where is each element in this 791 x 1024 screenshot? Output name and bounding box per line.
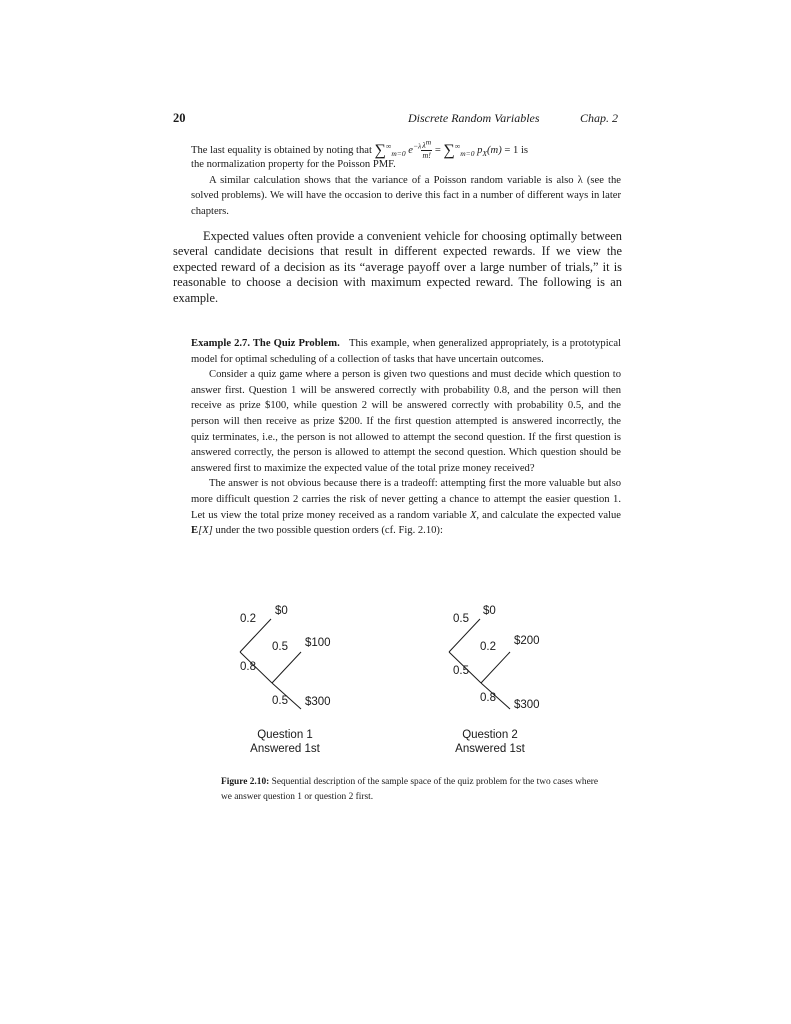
right-tree-mid-outcome: $200 [514,635,540,647]
equation-tail-text: is [520,145,529,156]
left-tree-mid-outcome: $100 [305,637,331,649]
right-tree-caption [435,728,545,756]
left-tree-caption-line1: Question 1 [257,729,313,741]
example-paragraph-2-b: , and calculate the expected value [476,509,621,521]
random-variable-x: X [469,509,477,521]
left-tree-caption-line2: Answered 1st [250,743,320,755]
left-tree-second-upper-branch [272,652,301,683]
running-head: Discrete Random Variables [408,111,540,125]
example-paragraph-2-c: under the two possible question orders (cf. Fig. 2.10): [215,525,443,537]
example-paragraph-2-a: The answer is not obvious because there is a tradeoff: attempting first the more valuable but also more difficult question 2 carries the risk of never getting a chance to attempt the easier question 1. Let us view the total prize money received as a random variable [191,478,621,521]
variance-paragraph: A similar calculation shows that the variance of a Poisson random variable is also λ (see the solved problems). We will have the occasion to derive this fact in a number of different ways in later chapters. [191,174,621,217]
right-tree-left-prob: 0.5 [453,665,469,677]
normalization-line: the normalization property for the Poisson PMF. [191,159,396,170]
poisson-sum-equation: $\sum^\infty_{m=0}$ $e^{-\lambda}$ $\frac{\lambda^m}{m!}$ = $\sum^\infty_{m=0}$ $p_X(m) = 1$ [374,137,519,160]
right-tree-bottom-outcome: $300 [514,699,540,711]
example-intro-text: This example, when generalized appropriately, is a prototypical model for optimal scheduling of a collection of tasks that have uncertain outcomes. [191,338,621,365]
expectation-operator: E [191,525,199,537]
right-tree-bottom-prob: 0.8 [480,692,496,704]
figure-caption-label: Figure 2.10: [221,777,270,787]
expectation-argument: [X] [198,525,213,537]
left-tree-bottom-outcome: $300 [305,696,331,708]
example-paragraph-1: Consider a quiz game where a person is given two questions and must decide which question to answer first. Question 1 will be answered correctly with probability 0.8, and the person will then receive as prize $100, while question 2 will be answered correctly with probability 0.5, and the person will then receive as prize $200. If the first question attempted is answered incorrectly, the quiz terminates, i.e., the person is not allowed to attempt the second question. If the first question is answered correctly, the person is allowed to attempt the second question. Which question should be answered first to maximize the expected value of the total prize money received? [191,369,621,474]
right-tree-second-upper-branch [481,652,510,683]
left-tree-top-outcome: $0 [275,605,288,617]
page-number: 20 [173,111,186,125]
left-tree-top-prob: 0.2 [240,613,256,625]
left-tree-mid-prob: 0.5 [272,641,288,653]
left-tree-left-prob: 0.8 [240,661,256,673]
main-paragraph: Expected values often provide a convenient vehicle for choosing optimally between several candidate decisions that result in different expected rewards. If we view the expected reward of a decision as its “average payoff over a large number of trials,” it is reasonable to choose a decision with maximum expected reward. The following is an example. [173,229,622,305]
chapter-label: Chap. 2 [580,111,619,125]
right-tree-caption-line1: Question 2 [462,729,518,741]
right-tree-mid-prob: 0.2 [480,641,496,653]
figure-caption-text: Sequential description of the sample space of the quiz problem for the two cases where we answer question 1 or question 2 first. [221,777,599,802]
left-tree-bottom-prob: 0.5 [272,695,288,707]
right-tree-top-outcome: $0 [483,605,496,617]
right-tree-top-prob: 0.5 [453,613,469,625]
example-heading: Example 2.7. The Quiz Problem. [191,338,340,349]
figure-caption [221,775,601,804]
equation-lead-text: The last equality is obtained by noting that [191,145,372,156]
left-tree-caption [230,728,340,756]
right-tree-caption-line2: Answered 1st [455,743,525,755]
